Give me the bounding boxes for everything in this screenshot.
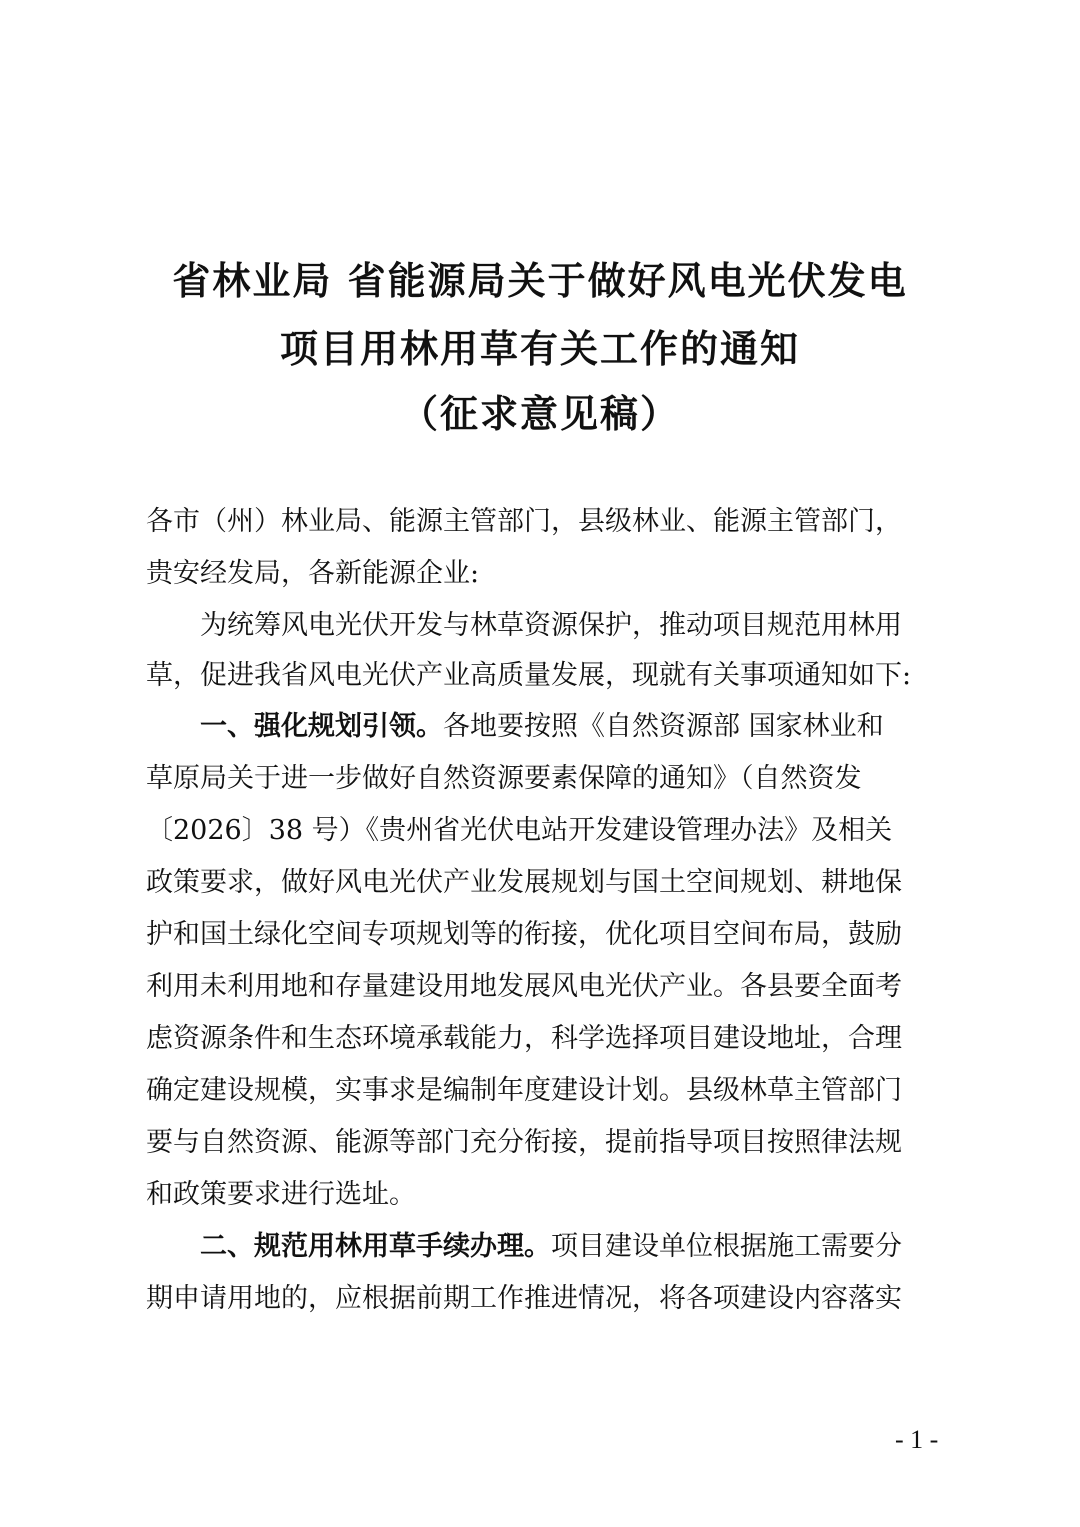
section-2-heading: 二、规范用林用草手续办理。 bbox=[200, 1231, 551, 1262]
intro-line-1: 为统筹风电光伏开发与林草资源保护，推动项目规范用林用 bbox=[200, 610, 902, 641]
document-title-line-1: 省林业局 省能源局关于做好风电光伏发电 bbox=[172, 259, 908, 303]
document-title-line-3: （征求意见稿） bbox=[399, 392, 680, 436]
section-1-line-4: 政策要求，做好风电光伏产业发展规划与国土空间规划、耕地保 bbox=[146, 867, 902, 898]
intro-line-2: 草，促进我省风电光伏产业高质量发展，现就有关事项通知如下: bbox=[146, 660, 912, 691]
section-1-line-7: 虑资源条件和生态环境承载能力，科学选择项目建设地址，合理 bbox=[146, 1023, 902, 1054]
section-1-first-line bbox=[200, 713, 946, 740]
section-1-line-10: 和政策要求进行选址。 bbox=[146, 1179, 416, 1210]
section-2-line-2: 期申请用地的，应根据前期工作推进情况，将各项建设内容落实 bbox=[146, 1283, 902, 1314]
addressee-line-2: 贵安经发局，各新能源企业: bbox=[146, 558, 480, 589]
section-1-heading: 一、强化规划引领。 bbox=[200, 711, 443, 742]
section-1-line-1-text: 各地要按照《自然资源部 国家林业和 bbox=[443, 711, 884, 742]
section-1-line-6: 利用未利用地和存量建设用地发展风电光伏产业。各县要全面考 bbox=[146, 971, 902, 1002]
addressee-line-1: 各市（州）林业局、能源主管部门，县级林业、能源主管部门， bbox=[146, 506, 902, 537]
document-title-line-2: 项目用林用草有关工作的通知 bbox=[279, 327, 800, 371]
section-1-line-2: 草原局关于进一步做好自然资源要素保障的通知》（自然资发 bbox=[146, 763, 862, 794]
section-1-line-8: 确定建设规模，实事求是编制年度建设计划。县级林草主管部门 bbox=[146, 1075, 902, 1106]
section-1-line-9: 要与自然资源、能源等部门充分衔接，提前指导项目按照律法规 bbox=[146, 1127, 902, 1158]
section-2-line-1-text: 项目建设单位根据施工需要分 bbox=[551, 1231, 902, 1262]
section-1-line-5: 护和国土绿化空间专项规划等的衔接，优化项目空间布局，鼓励 bbox=[146, 919, 902, 950]
section-1-line-3: 〔2026〕38 号）《贵州省光伏电站开发建设管理办法》及相关 bbox=[146, 815, 893, 846]
section-2-first-line bbox=[200, 1233, 946, 1260]
page-number: - 1 - bbox=[895, 1425, 939, 1454]
